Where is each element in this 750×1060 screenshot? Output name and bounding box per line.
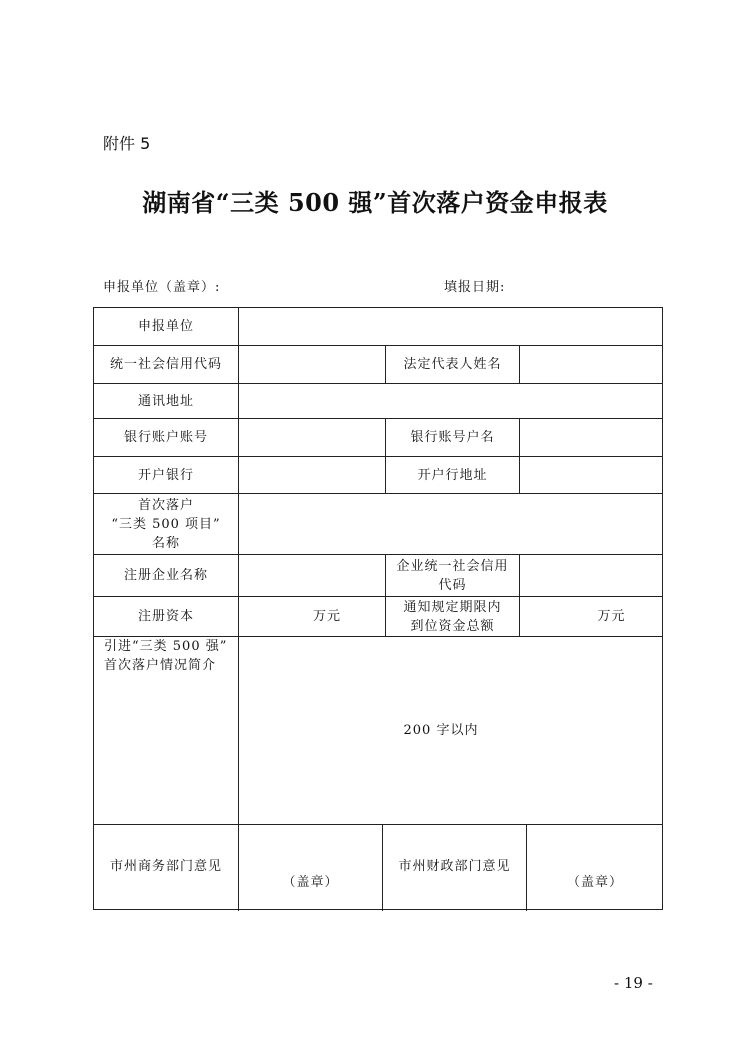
bank-address-field[interactable]	[520, 457, 663, 493]
intro-limit-hint: 200 字以内	[403, 723, 479, 738]
company-credit-line-1: 企业统一社会信用	[396, 558, 509, 574]
applicant-seal-label: 申报单位（盖章）:	[103, 280, 221, 295]
reg-capital-label: 注册资本	[137, 609, 194, 624]
project-name-line-2: “三类 500 项目”	[111, 516, 221, 532]
finance-seal-field[interactable]	[527, 825, 663, 910]
reg-capital-unit: 万元	[312, 609, 341, 624]
intro-line-1: 引进“三类 500 强”	[104, 639, 228, 654]
application-form-table	[93, 307, 663, 910]
intro-line-2: 首次落户情况简介	[104, 658, 217, 673]
fill-date-label: 填报日期:	[444, 280, 506, 295]
legal-rep-label: 法定代表人姓名	[403, 357, 502, 372]
project-name-field[interactable]	[239, 494, 663, 554]
applicant-unit-field[interactable]	[239, 308, 663, 345]
finance-seal-text: （盖章）	[566, 875, 623, 890]
applicant-unit-label: 申报单位	[137, 319, 194, 334]
reg-company-label: 注册企业名称	[123, 568, 208, 583]
company-credit-field[interactable]	[520, 555, 663, 596]
commerce-seal-text: （盖章）	[282, 875, 339, 890]
reg-capital-field[interactable]	[239, 597, 385, 636]
finance-opinion-label: 市州财政部门意见	[398, 859, 511, 874]
reg-company-field[interactable]	[239, 555, 385, 596]
company-credit-line-2: 代码	[438, 577, 467, 593]
bank-account-field[interactable]	[239, 419, 385, 456]
intro-field[interactable]	[239, 637, 663, 824]
deadline-capital-line-2: 到位资金总额	[410, 618, 495, 634]
document-title: 湖南省“三类 500 强”首次落户资金申报表	[142, 188, 608, 217]
project-name-line-1: 首次落户	[137, 497, 194, 513]
bank-account-label: 银行账户账号	[123, 430, 208, 445]
project-name-line-3: 名称	[151, 535, 180, 551]
legal-rep-field[interactable]	[520, 346, 663, 383]
page-number: - 19 -	[614, 974, 653, 992]
intro-label	[94, 637, 238, 824]
account-name-label: 银行账号户名	[410, 430, 495, 445]
deadline-capital-line-1: 通知规定期限内	[403, 599, 502, 615]
commerce-opinion-label: 市州商务部门意见	[109, 859, 222, 874]
account-name-field[interactable]	[520, 419, 663, 456]
annex-label: 附件 5	[103, 134, 151, 153]
bank-label: 开户银行	[137, 467, 194, 483]
credit-code-field[interactable]	[239, 346, 385, 383]
deadline-capital-field[interactable]	[520, 597, 663, 636]
company-credit-label	[386, 555, 519, 596]
deadline-capital-unit: 万元	[597, 609, 626, 624]
credit-code-label: 统一社会信用代码	[109, 357, 222, 372]
commerce-seal-field[interactable]	[239, 825, 382, 910]
address-label: 通讯地址	[137, 393, 194, 409]
project-name-label	[94, 494, 238, 554]
address-field[interactable]	[239, 384, 663, 418]
bank-address-label: 开户行地址	[417, 467, 488, 483]
deadline-capital-label	[386, 597, 519, 636]
bank-field[interactable]	[239, 457, 385, 493]
